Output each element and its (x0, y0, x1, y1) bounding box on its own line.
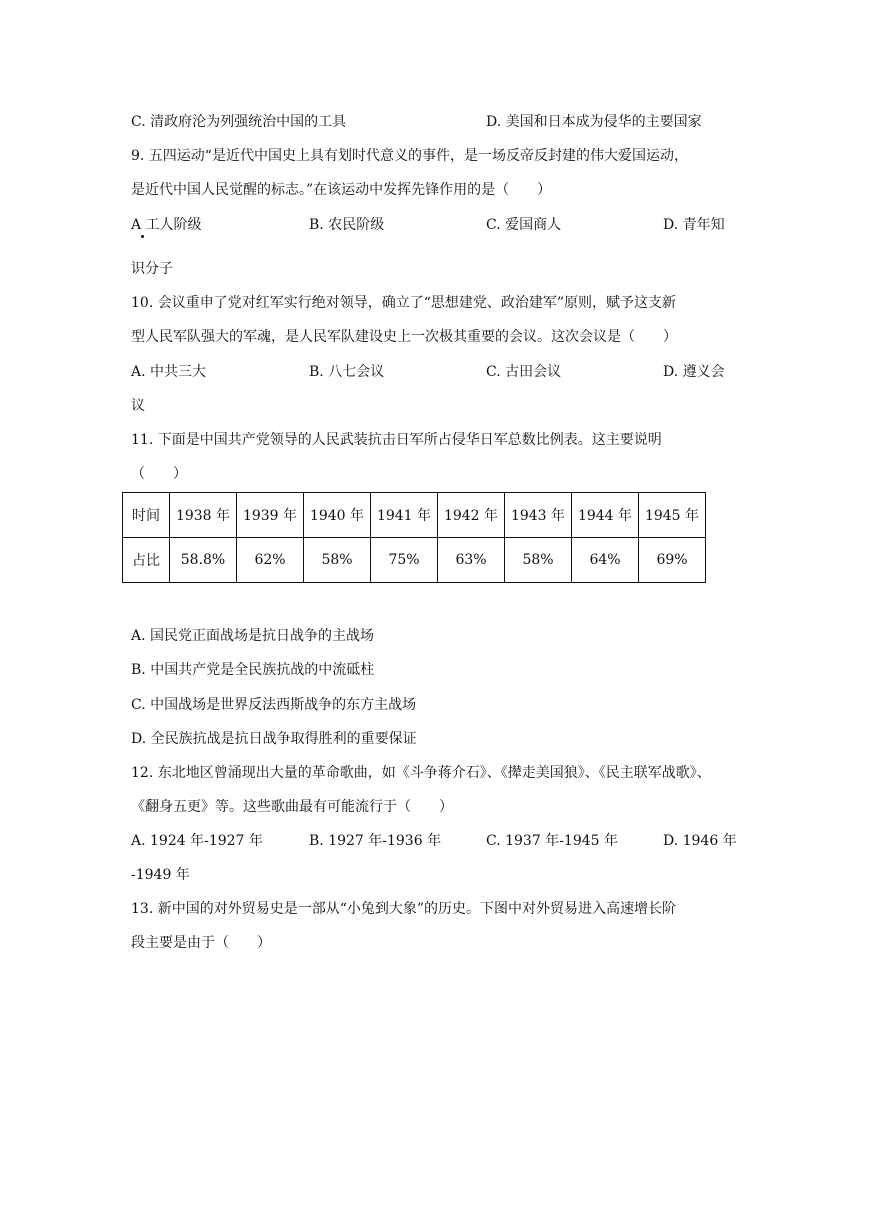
q9-stem-line2: 是近代中国人民觉醒的标志。”在该运动中发挥先锋作用的是（ ） (131, 182, 552, 198)
table-year-cell: 1938 年 (170, 493, 237, 538)
q11-stem-line2: （ ） (131, 466, 187, 482)
q11-option-d: D. 全民族抗战是抗日战争取得胜利的重要保证 (131, 731, 417, 747)
q12-option-a: A. 1924 年-1927 年 (131, 833, 263, 849)
table-year-cell: 1945 年 (639, 493, 706, 538)
q11-option-b: B. 中国共产党是全民族抗战的中流砥柱 (131, 662, 375, 678)
table-value-cell: 58.8% (170, 538, 237, 583)
ratio-table (122, 492, 706, 583)
q10-option-b: B. 八七会议 (309, 364, 385, 380)
table-value-cell: 69% (639, 538, 706, 583)
q11-option-a: A. 国民党正面战场是抗日战争的主战场 (131, 628, 375, 644)
table-year-cell: 1941 年 (371, 493, 438, 538)
q13-stem-line2: 段主要是由于（ ） (131, 935, 271, 951)
table-year-cell: 1943 年 (505, 493, 572, 538)
table-value-cell: 64% (572, 538, 639, 583)
table-header-label: 时间 (123, 493, 170, 538)
table-value-cell: 63% (438, 538, 505, 583)
q8-option-c: C. 清政府沦为列强统治中国的工具 (131, 114, 347, 130)
q10-option-c: C. 古田会议 (486, 364, 562, 380)
q10-stem-line2: 型人民军队强大的军魂，是人民军队建设史上一次极其重要的会议。这次会议是（ ） (131, 329, 677, 345)
table-year-cell: 1939 年 (237, 493, 304, 538)
q12-stem-line1: 12. 东北地区曾涌现出大量的革命歌曲，如《斗争蒋介石》、《撵走美国狼》、《民主联军战歌》、 (131, 765, 711, 781)
table-year-cell: 1940 年 (304, 493, 371, 538)
table-value-cell: 58% (505, 538, 572, 583)
q9-option-b: B. 农民阶级 (309, 217, 385, 233)
q10-option-a: A. 中共三大 (131, 364, 207, 380)
q11-stem-line1: 11. 下面是中国共产党领导的人民武装抗击日军所占侵华日军总数比例表。这主要说明 (131, 432, 662, 448)
q9-option-d: D. 青年知 (663, 217, 725, 233)
table-value-cell: 62% (237, 538, 304, 583)
table-value-cell: 75% (371, 538, 438, 583)
table-year-cell: 1944 年 (572, 493, 639, 538)
q8-option-d: D. 美国和日本成为侵华的主要国家 (486, 114, 702, 130)
table-row-label: 占比 (123, 538, 170, 583)
table-year-cell: 1942 年 (438, 493, 505, 538)
q9-option-a: A 工人阶级 (131, 217, 202, 233)
q12-option-b: B. 1927 年-1936 年 (309, 833, 442, 849)
q12-stem-line2: 《翻身五更》等。这些歌曲最有可能流行于（ ） (131, 799, 453, 815)
q11-option-c: C. 中国战场是世界反法西斯战争的东方主战场 (131, 697, 417, 713)
q12-option-c: C. 1937 年-1945 年 (486, 833, 619, 849)
q9-option-d-continued: 识分子 (131, 261, 173, 277)
q12-option-d: D. 1946 年 (663, 833, 737, 849)
q10-option-d: D. 遵义会 (663, 364, 725, 380)
table-value-cell: 58% (304, 538, 371, 583)
q13-stem-line1: 13. 新中国的对外贸易史是一部从“小兔到大象”的历史。下图中对外贸易进入高速增长阶 (131, 901, 677, 917)
table-row (123, 538, 706, 583)
q9-stem-line1: 9. 五四运动“是近代中国史上具有划时代意义的事件，是一场反帝反封建的伟大爱国运动， (131, 148, 688, 164)
dot-mark (141, 235, 144, 238)
q10-option-d-continued: 议 (131, 398, 145, 414)
table-row (123, 493, 706, 538)
q9-option-c: C. 爱国商人 (486, 217, 562, 233)
q10-stem-line1: 10. 会议重申了党对红军实行绝对领导，确立了“思想建党、政治建军”原则，赋予这支新 (131, 295, 677, 311)
q12-option-d-continued: -1949 年 (131, 867, 190, 883)
